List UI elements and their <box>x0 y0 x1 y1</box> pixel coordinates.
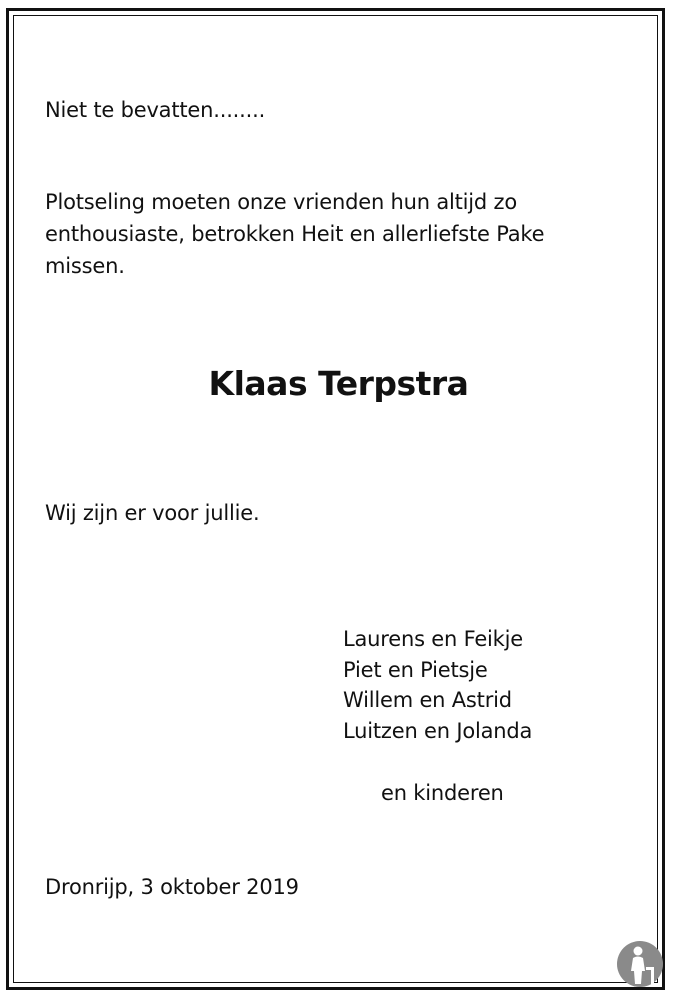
message-line: Plotseling moeten onze vrienden hun altijd zo <box>45 190 518 214</box>
signer-line: Luitzen en Jolanda <box>343 718 533 743</box>
signer-line: Willem en Astrid <box>343 688 512 712</box>
intro-text: Niet te bevatten........ <box>45 98 266 122</box>
signer-line: Laurens en Feikje <box>343 627 524 651</box>
place-date: Dronrijp, 3 oktober 2019 <box>45 875 299 899</box>
message-line: missen. <box>45 254 125 278</box>
memorial-figure-icon <box>616 940 664 988</box>
signers-list <box>343 624 532 746</box>
children-line: en kinderen <box>381 781 504 805</box>
message-text <box>45 186 544 282</box>
signer-line: Piet en Pietsje <box>343 657 488 682</box>
closing-text: Wij zijn er voor jullie. <box>45 501 260 525</box>
deceased-name: Klaas Terpstra <box>208 364 469 403</box>
message-line: enthousiaste, betrokken Heit en allerliefste Pake <box>45 222 545 246</box>
